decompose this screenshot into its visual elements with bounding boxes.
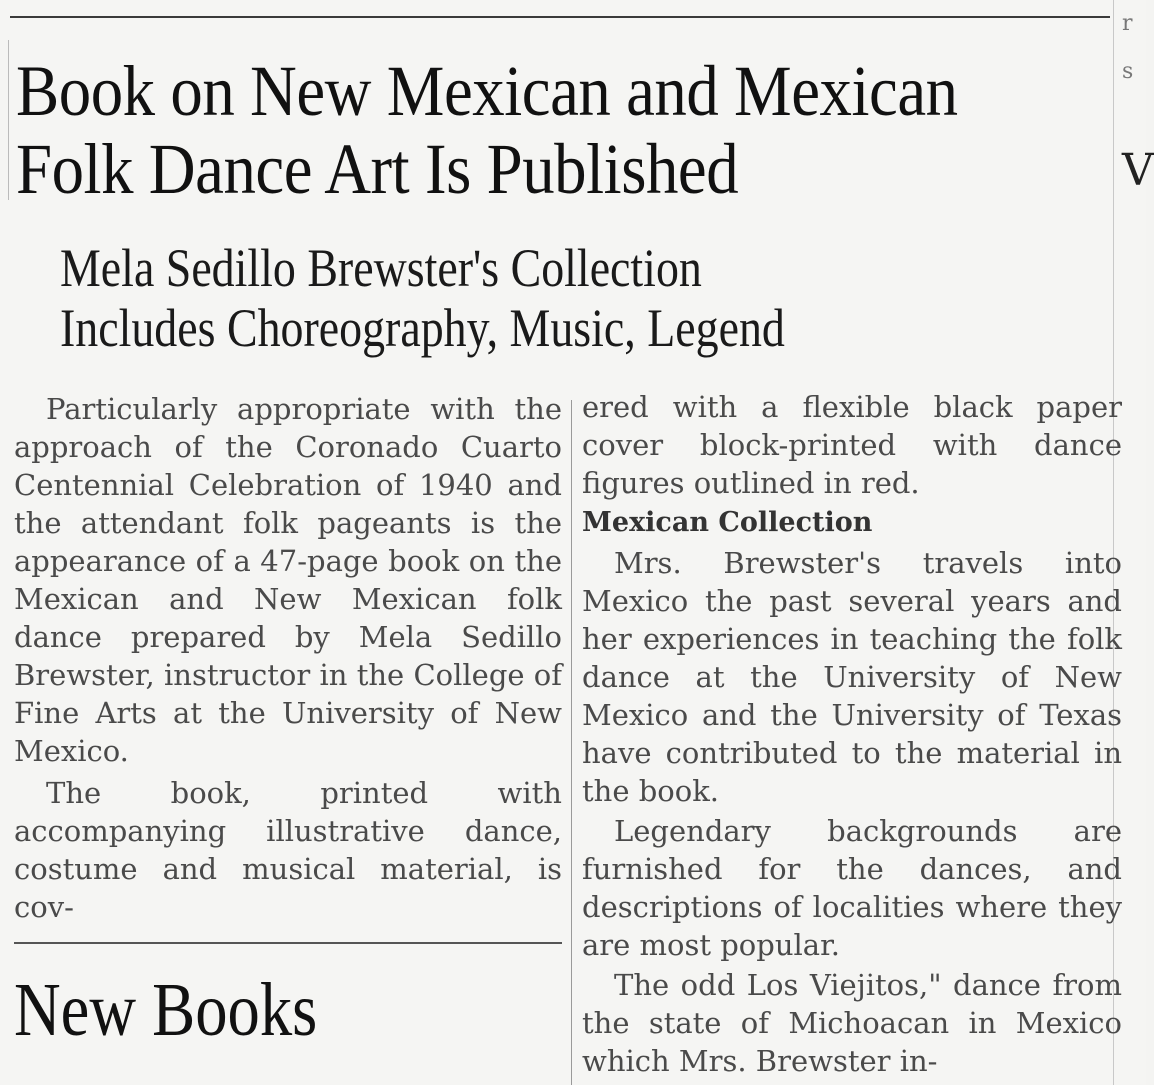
subsection-heading: Mexican Collection: [582, 507, 873, 538]
paragraph: Legendary backgrounds are furnished for the dances, and descriptions of localities where they are most popular.: [582, 814, 1122, 962]
right-column: [582, 388, 1122, 1080]
paragraph: Mrs. Brewster's travels into Mexico the past several years and her experiences in teaching the folk dance at the University of New Mexico and the University of Texas have contributed to the material in the book.: [582, 546, 1122, 808]
article-subheadline: [60, 238, 785, 358]
subheadline-text: Mela Sedillo Brewster's Collection Includes Choreography, Music, Legend: [60, 238, 785, 358]
paragraph-continuation: ered with a flexible black paper cover block-printed with dance figures outlined in red.: [582, 390, 1122, 500]
left-column: [14, 390, 562, 926]
adjacent-column-fragments: [1122, 0, 1154, 206]
edge-fragment: s: [1122, 59, 1134, 84]
headline-text: Book on New Mexican and Mexican Folk Dance Art Is Published: [16, 51, 958, 209]
paragraph: The odd Los Viejitos," dance from the state of Michoacan in Mexico which Mrs. Brewster in-: [582, 968, 1122, 1078]
column-divider: [571, 400, 572, 1085]
edge-fragment: r: [1122, 11, 1133, 36]
article-headline: [16, 52, 958, 208]
new-books-heading: New Books: [14, 968, 318, 1052]
edge-fragment: V: [1122, 145, 1154, 196]
section-rule: [14, 942, 562, 944]
top-rule: [10, 16, 1110, 18]
paragraph: Particularly appropriate with the approach of the Coronado Cuarto Centennial Celebration of 1940 and the attendant folk pageants is the appearance of a 47-page book on the Mexican and New Mexican folk dance prepared by Mela Sedillo Brewster, instructor in the College of Fine Arts at the University of New Mexico.: [14, 392, 562, 768]
left-rule: [8, 40, 9, 200]
paragraph: The book, printed with accompanying illustrative dance, costume and musical material, is cov-: [14, 776, 562, 924]
